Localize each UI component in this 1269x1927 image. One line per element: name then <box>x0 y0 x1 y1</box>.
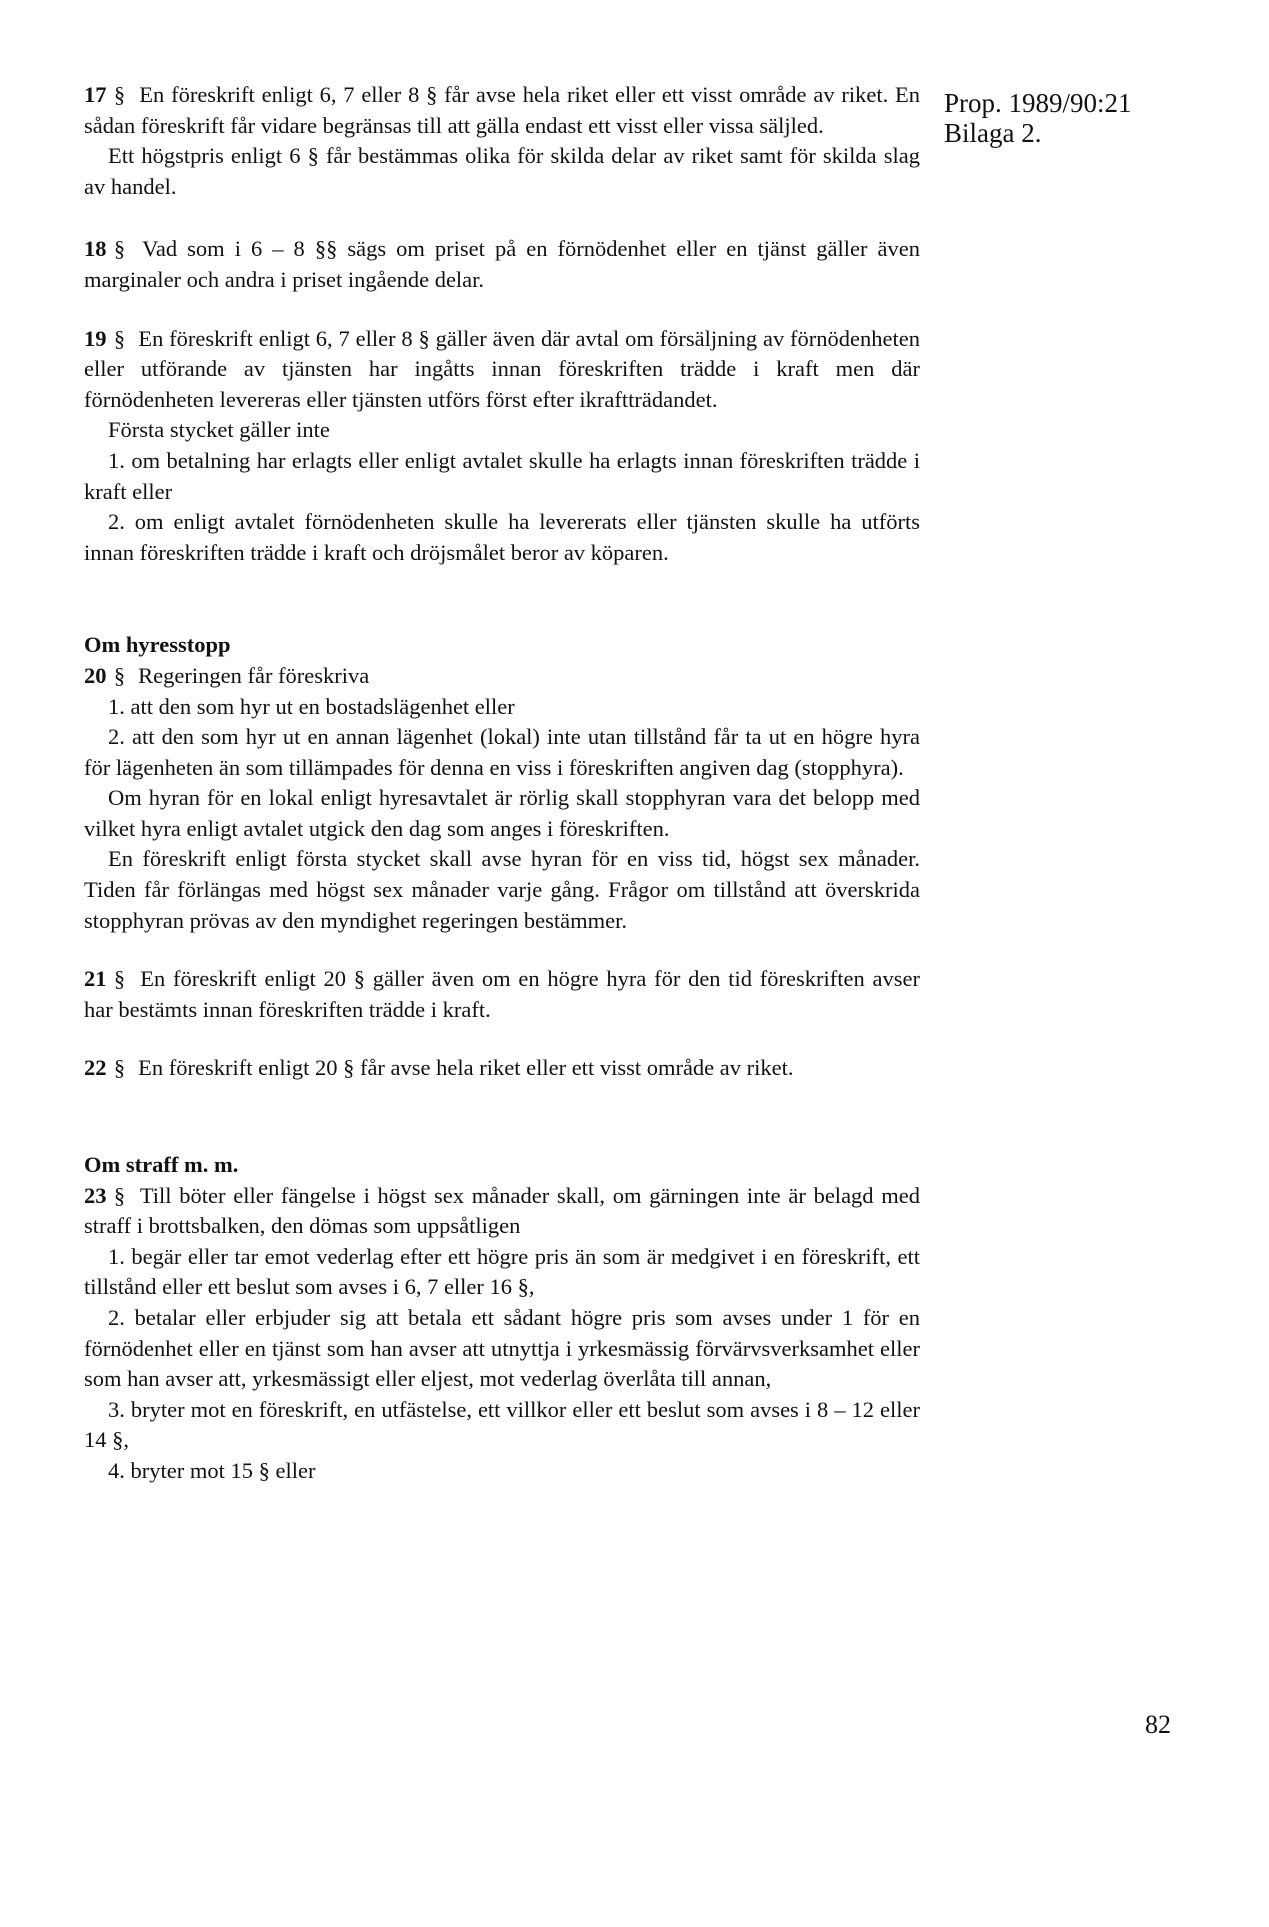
section-19-paragraph-2: Första stycket gäller inte <box>108 417 330 443</box>
section-23-item-4: 4. bryter mot 15 § eller <box>108 1457 316 1483</box>
section-18 <box>84 234 920 295</box>
appendix-label: Bilaga 2. <box>944 118 1042 148</box>
section-21-paragraph-1 <box>84 964 920 1025</box>
section-17 <box>84 80 920 202</box>
main-text-column <box>84 80 920 1487</box>
section-text: En föreskrift enligt 20 § får avse hela riket eller ett visst område av riket. <box>138 1055 794 1081</box>
section-19-item-1: 1. om betalning har erlagts eller enligt avtalet skulle ha erlagts innan föreskriften trädde i kraft eller <box>84 447 920 504</box>
section-text: Vad som i 6 – 8 §§ sägs om priset på en förnödenhet eller en tjänst gäller även marginaler och andra i priset ingående delar. <box>84 236 920 292</box>
margin-reference <box>944 88 1132 148</box>
section-sign: § <box>113 966 126 992</box>
page-number: 82 <box>1145 1710 1171 1739</box>
section-sign: § <box>113 1055 126 1081</box>
section-23-item-3: 3. bryter mot en föreskrift, en utfästelse, ett villkor eller ett beslut som avses i 8 – 12 eller 14 §, <box>84 1396 920 1453</box>
section-19-paragraph-1 <box>84 324 920 416</box>
section-19-item-2: 2. om enligt avtalet förnödenheten skulle ha levererats eller tjänsten skulle ha utförts innan föreskriften trädde i kraft och dröjsmålet beror av köparen. <box>84 509 920 565</box>
section-22 <box>84 1053 920 1084</box>
section-number: 19 <box>84 325 107 351</box>
section-text: Regeringen får föreskriva <box>138 662 370 688</box>
section-number: 17 <box>84 82 107 107</box>
section-20-paragraph-1 <box>84 661 920 692</box>
section-sign: § <box>113 82 126 107</box>
section-text: En föreskrift enligt 20 § gäller även om en högre hyra för den tid föreskriften avser har bestämts innan föreskriften trädde i kraft. <box>84 966 920 1022</box>
section-20-item-1: 1. att den som hyr ut en bostadslägenhet eller <box>108 693 515 719</box>
section-number: 18 <box>84 236 107 262</box>
section-number: 21 <box>84 966 107 992</box>
section-number: 20 <box>84 662 107 688</box>
section-23-paragraph-1 <box>84 1181 920 1242</box>
section-23-item-2: 2. betalar eller erbjuder sig att betala ett sådant högre pris som avses under 1 för en förnödenhet eller en tjänst som han avser att utnyttja i yrkesmässig förvärvsverksamhet eller som han avser att, yrkesmässigt eller eljest, mot vederlag överlåta till annan, <box>84 1305 920 1392</box>
proposition-number: Prop. 1989/90:21 <box>944 88 1132 118</box>
section-17-paragraph-1 <box>84 80 920 141</box>
section-23 <box>84 1181 920 1487</box>
section-23-item-1: 1. begär eller tar emot vederlag efter ett högre pris än som är medgivet i en föreskrift, ett tillstånd eller ett beslut som avses i 6, 7 eller 16 §, <box>84 1243 920 1300</box>
section-20-paragraph-3: En föreskrift enligt första stycket skall avse hyran för en viss tid, högst sex månader. Tiden får förlängas med högst sex månader varje gång. Frågor om tillstånd att överskrida stopphyran prövas av den myndighet regeringen bestämmer. <box>84 846 920 933</box>
section-20-paragraph-2: Om hyran för en lokal enligt hyresavtalet är rörlig skall stopphyran vara det belopp med vilket hyra enligt avtalet utgick den dag som anges i föreskriften. <box>84 785 920 841</box>
section-sign: § <box>113 236 126 262</box>
section-text: En föreskrift enligt 6, 7 eller 8 § gäller även där avtal om försäljning av förnödenheten eller utförande av tjänsten har ingåtts innan föreskriften trädde i kraft men där förnödenheten levereras eller tjänsten utförs först efter ikraftträdandet. <box>84 325 921 412</box>
section-21 <box>84 964 920 1025</box>
section-sign: § <box>113 662 126 688</box>
section-22-paragraph-1 <box>84 1053 920 1084</box>
section-18-paragraph-1 <box>84 234 920 295</box>
section-20-item-2: 2. att den som hyr ut en annan lägenhet (lokal) inte utan tillstånd får ta ut en högre hyra för lägenheten än som tillämpades för denna en viss i föreskriften angiven dag (stopphyra). <box>84 724 920 780</box>
section-text: En föreskrift enligt 6, 7 eller 8 § får avse hela riket eller ett visst område av riket. En sådan föreskrift får vidare begränsas till att gälla endast ett visst eller vissa säljled. <box>84 82 920 138</box>
section-text: Till böter eller fängelse i högst sex månader skall, om gärningen inte är belagd med straff i brottsbalken, den dömas som uppsåtligen <box>84 1182 921 1239</box>
heading-straff: Om straff m. m. <box>84 1152 239 1178</box>
section-20 <box>84 661 920 936</box>
section-17-paragraph-2: Ett högstpris enligt 6 § får bestämmas olika för skilda delar av riket samt för skilda slag av handel. <box>84 143 920 199</box>
heading-hyresstopp: Om hyresstopp <box>84 632 231 658</box>
section-sign: § <box>113 1182 126 1208</box>
section-19 <box>84 324 920 569</box>
section-sign: § <box>113 325 126 351</box>
section-number: 22 <box>84 1055 107 1081</box>
section-number: 23 <box>84 1182 107 1208</box>
